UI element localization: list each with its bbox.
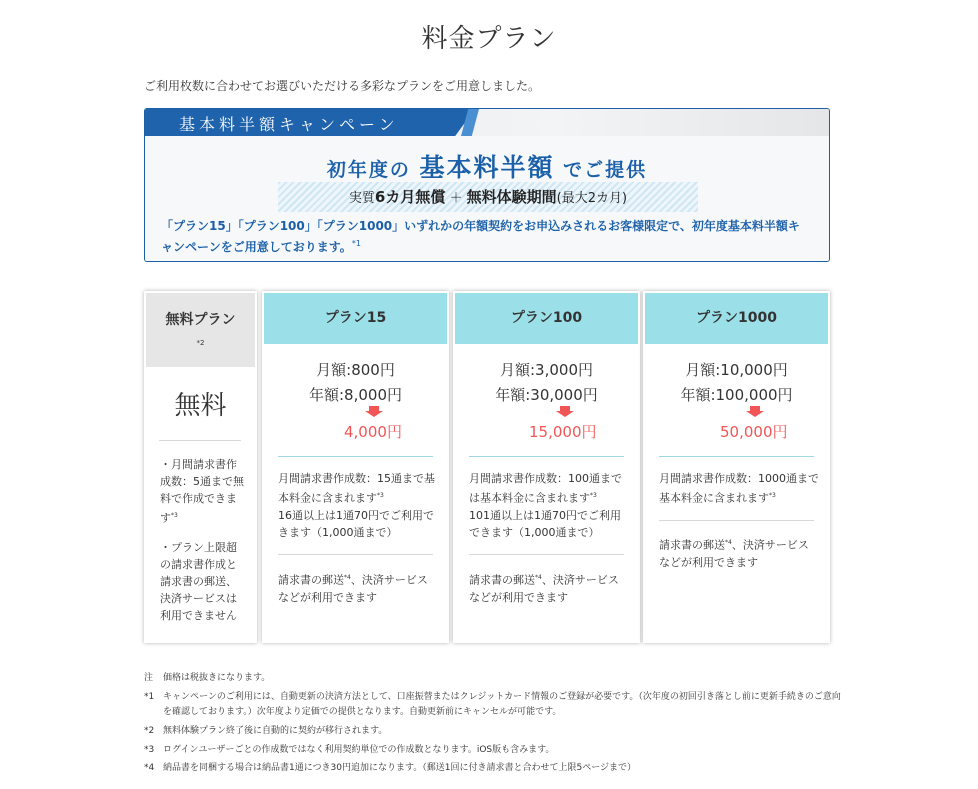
monthly-price: 月額:10,000円 <box>685 361 788 379</box>
footnote-mark: *2 <box>144 726 155 736</box>
plan-desc-2a: 請求書の郵送 <box>469 573 535 587</box>
plan-desc-1-mark: *3 <box>769 492 776 499</box>
footnote-text: 無料体験プラン終了後に自動的に契約が移行されます。 <box>163 726 388 736</box>
plan-name-free: 無料プラン <box>165 312 236 328</box>
divider <box>159 440 241 441</box>
campaign-tab-label: 基本料半額キャンペーン <box>179 115 399 134</box>
discount-price: 15,000円 <box>529 423 597 441</box>
discount-price: 50,000円 <box>720 423 788 441</box>
annual-price: 年額:30,000円 <box>495 386 598 404</box>
headline-prefix: 初年度の <box>326 159 411 181</box>
monthly-price: 月額:3,000円 <box>500 361 593 379</box>
footnote-mark: *1 <box>144 692 155 702</box>
plan-desc-2b: 、決済サービスなどが利用できます <box>659 538 809 569</box>
divider <box>659 520 814 521</box>
plan-desc-1-mark: *3 <box>377 492 384 499</box>
plan-desc-1 <box>469 470 629 541</box>
plan-desc-2a: 請求書の郵送 <box>659 538 725 552</box>
plan-card-15 <box>262 291 449 643</box>
plan-desc-2 <box>659 534 819 571</box>
divider <box>469 554 624 555</box>
footnote-mark: *3 <box>144 745 155 755</box>
discount-arrow-head-icon <box>365 411 383 417</box>
sub-plus: ＋ <box>449 191 463 206</box>
campaign-body <box>145 136 829 262</box>
page-title: 料金プラン <box>421 24 557 54</box>
footnote-text: ログインユーザーごとの作成数ではなく利用契約単位での作成数となります。iOS版も含みます。 <box>163 745 555 755</box>
sub-free-months: 6カ月無償 <box>374 188 446 206</box>
headline-suffix: でご提供 <box>563 159 648 181</box>
plan-desc-1-mark: *3 <box>590 492 597 499</box>
sub-prefix: 実質 <box>348 191 375 206</box>
free-price: 無料 <box>174 391 227 421</box>
divider <box>469 456 624 457</box>
campaign-subline <box>278 182 698 212</box>
footnote-mark: *4 <box>144 763 155 773</box>
footnote-text: 価格は税抜きになります。 <box>163 673 271 683</box>
plan-desc-2b: 、決済サービスなどが利用できます <box>278 573 428 604</box>
plan-desc-1-text: 月間請求書作成数：15通まで基本料金に含まれます <box>278 472 435 505</box>
headline-emphasis: 基本料半額 <box>419 153 555 182</box>
plan-desc-1-text: 月間請求書作成数：100通までは基本料金に含まれます <box>469 472 622 505</box>
plan-card-100 <box>453 291 640 643</box>
plan-desc-2a: 請求書の郵送 <box>278 573 344 587</box>
annual-price: 年額:8,000円 <box>309 386 402 404</box>
plan-desc-2-mark: *4 <box>725 539 732 546</box>
plan-desc-2 <box>469 569 629 606</box>
intro-text: ご利用枚数に合わせてお選びいただける多彩なプランをご用意しました。 <box>144 79 541 93</box>
divider <box>278 554 433 555</box>
plan-header-15: プラン15 <box>264 293 447 344</box>
plan-desc-1 <box>278 470 438 541</box>
plan-desc-1 <box>659 470 819 507</box>
plan-header-1000: プラン1000 <box>645 293 828 344</box>
footnote-mark: 注 <box>144 673 154 683</box>
divider <box>278 456 433 457</box>
plan-desc-1b-text: 101通以上は1通70円でご利用できます（1,000通まで） <box>469 508 621 539</box>
campaign-banner <box>144 108 830 262</box>
plan-card-free <box>144 291 257 643</box>
discount-price: 4,000円 <box>344 423 402 441</box>
monthly-price: 月額:800円 <box>316 361 395 379</box>
divider <box>659 456 814 457</box>
footnote-text: 納品書を同梱する場合は納品書1通につき30円追加になります。（郵送1回に付き請求書と合わせて上限5ページまで） <box>163 763 637 773</box>
annual-price: 年額:100,000円 <box>680 386 793 404</box>
free-desc-1 <box>160 456 244 527</box>
plan-header-free <box>146 293 255 367</box>
footnote-text: キャンペーンのご利用には、自動更新の決済方法として、口座振替またはクレジットカード情報のご登録が必要です。（次年度の初回引き落とし前に更新手続きのご意向を確認しております。）次年度より定価での提供となります。自動更新前にキャンセルが可能です。 <box>163 692 841 717</box>
discount-arrow-head-icon <box>746 411 764 417</box>
plan-desc-2b: 、決済サービスなどが利用できます <box>469 573 619 604</box>
sub-suffix: (最大2カ月) <box>556 191 628 206</box>
plan-desc-1b-text: 16通以上は1通70円でご利用できます（1,000通まで） <box>278 508 434 539</box>
plan-header-100: プラン100 <box>455 293 638 344</box>
plan-table <box>144 291 830 645</box>
plan-desc-2-mark: *4 <box>344 574 351 581</box>
discount-arrow-head-icon <box>556 411 574 417</box>
plan-card-1000 <box>643 291 830 643</box>
campaign-header <box>145 109 829 136</box>
free-desc-2: ・プラン上限超の請求書作成と請求書の郵送、決済サービスは利用できません <box>160 541 237 622</box>
campaign-headline <box>145 148 829 184</box>
campaign-note-mark: *1 <box>351 239 361 248</box>
free-desc-1-text: ・月間請求書作成数：5通まで無料で作成できます <box>160 458 244 525</box>
campaign-note <box>161 218 811 256</box>
campaign-note-text: 「プラン15」「プラン100」「プラン1000」いずれかの年額契約をお申込みされるお客様限定で、初年度基本料半額キャンペーンをご用意しております。 <box>161 219 800 254</box>
plan-desc-1-text: 月間請求書作成数：1000通まで基本料金に含まれます <box>659 472 819 505</box>
plan-desc-2-mark: *4 <box>535 574 542 581</box>
plan-note-mark-free: *2 <box>196 339 205 347</box>
sub-trial-period: 無料体験期間 <box>466 188 557 206</box>
plan-desc-2 <box>278 569 438 606</box>
free-desc-1-mark: *3 <box>171 512 178 519</box>
